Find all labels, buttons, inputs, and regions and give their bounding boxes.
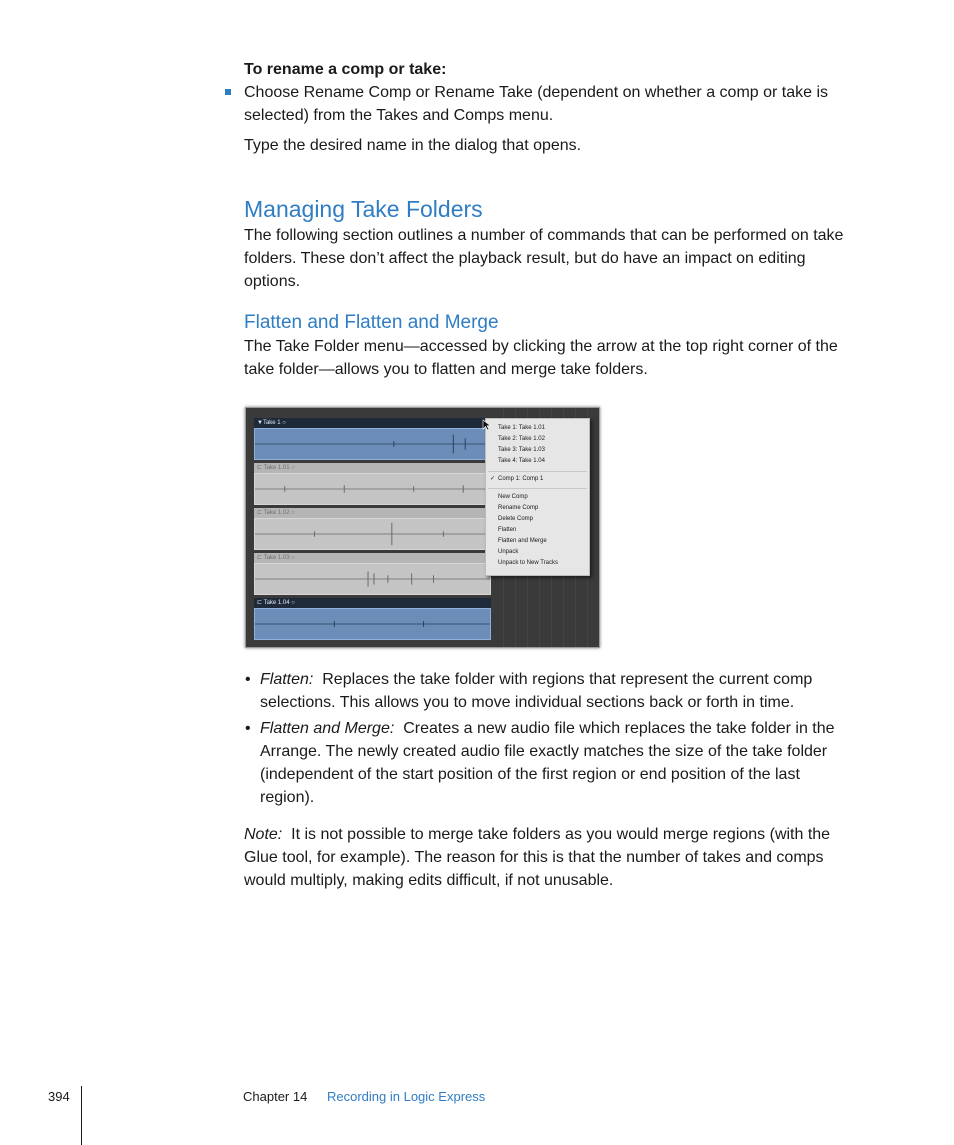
- menu-item-new-comp[interactable]: New Comp: [498, 494, 528, 500]
- bullet-text: Replaces the take folder with regions that represent the current comp: [322, 671, 813, 688]
- footer-chapter-title[interactable]: Recording in Logic Express: [327, 1089, 486, 1104]
- bullet-merge-line-3: (independent of the start position of the first region or end position of the last: [260, 766, 800, 783]
- bullet-merge-line-4: region).: [260, 789, 315, 806]
- note-line-3: would multiply, making edits difficult, if not unusable.: [244, 872, 614, 889]
- step-line-1: Choose Rename Comp or Rename Take (dependent on whether a comp or take is: [244, 84, 829, 101]
- lane-waveform: [254, 473, 491, 505]
- lane-waveform: [254, 563, 491, 595]
- menu-item-flatten-and-merge[interactable]: Flatten and Merge: [498, 538, 547, 544]
- bullet-merge-line-2: Arrange. The newly created audio file exactly matches the size of the take folder: [260, 743, 828, 760]
- menu-item-take-3[interactable]: Take 3: Take 1.03: [498, 447, 545, 453]
- lane-waveform: [254, 608, 491, 640]
- menu-item-comp-1[interactable]: Comp 1: Comp 1: [498, 476, 544, 482]
- bullet-term: Flatten:: [260, 671, 314, 688]
- menu-item-take-2[interactable]: Take 2: Take 1.02: [498, 436, 545, 442]
- page-number: 394: [48, 1089, 70, 1104]
- checkmark-icon: ✓: [490, 476, 496, 482]
- waveform-graphic: [255, 474, 490, 504]
- take-lane-selected: [254, 598, 491, 640]
- menu-item-take-1[interactable]: Take 1: Take 1.01: [498, 425, 545, 431]
- lane-header: ▼Take 1 ○: [254, 418, 491, 428]
- dot-bullet-icon: •: [245, 720, 251, 737]
- menu-separator: [488, 471, 587, 472]
- bullet-merge-line-1: [260, 717, 835, 740]
- menu-item-rename-comp[interactable]: Rename Comp: [498, 505, 539, 511]
- section-title: Managing Take Folders: [244, 196, 483, 222]
- menu-separator: [488, 488, 587, 489]
- step-followup: Type the desired name in the dialog that opens.: [244, 137, 582, 154]
- footer-rule: [81, 1086, 82, 1145]
- waveform-graphic: [255, 519, 490, 549]
- menu-item-delete-comp[interactable]: Delete Comp: [498, 516, 534, 522]
- bullet-flatten-line-1: [260, 668, 812, 691]
- lane-header: ⊏ Take 1.03 ○: [254, 553, 491, 563]
- mouse-pointer-icon: [482, 419, 492, 431]
- waveform-graphic: [255, 609, 490, 639]
- lane-header: ⊏ Take 1.02 ○: [254, 508, 491, 518]
- waveform-graphic: [255, 429, 490, 459]
- lane-header: ⊏ Take 1.04 ○: [254, 598, 491, 608]
- footer-chapter: Chapter 14: [243, 1089, 308, 1104]
- subsection-para-line-1: The Take Folder menu—accessed by clicking the arrow at the top right corner of the: [244, 338, 838, 355]
- note-line-1: [244, 823, 830, 846]
- take-lane: [254, 463, 491, 505]
- take-folder-screenshot: [245, 407, 600, 648]
- waveform-graphic: [255, 564, 490, 594]
- take-lane: [254, 553, 491, 595]
- step-line-2: selected) from the Takes and Comps menu.: [244, 107, 554, 124]
- section-para-line-2: folders. These don’t affect the playback result, but do have an impact on editing: [244, 250, 806, 267]
- note-line-2: Glue tool, for example). The reason for this is that the number of takes and comps: [244, 849, 824, 866]
- take-folder-lane: [254, 418, 491, 460]
- note-text: It is not possible to merge take folders as you would merge regions (with the: [291, 826, 831, 843]
- take-lane: [254, 508, 491, 550]
- dot-bullet-icon: •: [245, 671, 251, 688]
- subsection-title: Flatten and Flatten and Merge: [244, 312, 499, 333]
- menu-item-take-4[interactable]: Take 4: Take 1.04: [498, 458, 545, 464]
- subsection-para-line-2: take folder—allows you to flatten and merge take folders.: [244, 361, 648, 378]
- section-para-line-3: options.: [244, 273, 301, 290]
- take-folder-menu: [485, 418, 590, 576]
- bullet-flatten-line-2: selections. This allows you to move individual sections back or forth in time.: [260, 694, 795, 711]
- menu-item-unpack-to-new-tracks[interactable]: Unpack to New Tracks: [498, 560, 559, 566]
- lane-waveform: [254, 428, 491, 460]
- lane-waveform: [254, 518, 491, 550]
- menu-item-flatten[interactable]: Flatten: [498, 527, 517, 533]
- note-label: Note:: [244, 826, 283, 843]
- procedure-heading: To rename a comp or take:: [244, 61, 447, 78]
- menu-item-unpack[interactable]: Unpack: [498, 549, 519, 555]
- square-bullet-icon: [225, 89, 231, 95]
- bullet-text: Creates a new audio file which replaces the take folder in the: [403, 720, 835, 737]
- lane-header: ⊏ Take 1.01 ○: [254, 463, 491, 473]
- section-para-line-1: The following section outlines a number of commands that can be performed on take: [244, 227, 844, 244]
- bullet-term: Flatten and Merge:: [260, 720, 395, 737]
